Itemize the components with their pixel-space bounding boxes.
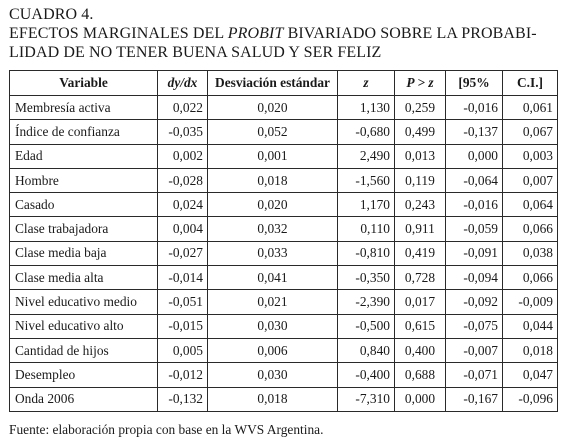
p-value-cell: 0,243 <box>395 193 446 217</box>
variable-cell: Desempleo <box>10 363 158 387</box>
p-value-cell: 0,419 <box>395 241 446 265</box>
std-dev-cell: 0,006 <box>208 338 338 362</box>
dydx-cell: 0,004 <box>158 217 208 241</box>
ci-high-cell: 0,038 <box>503 241 558 265</box>
variable-cell: Clase trabajadora <box>10 217 158 241</box>
ci-low-cell: -0,075 <box>446 314 503 338</box>
column-header-ci-high: C.I.] <box>503 71 558 96</box>
p-value-cell: 0,688 <box>395 363 446 387</box>
caption-title-italic: PROBIT <box>227 25 284 42</box>
table-row <box>10 241 558 265</box>
z-cell: -7,310 <box>338 387 395 411</box>
ci-high-cell: -0,009 <box>503 290 558 314</box>
z-cell: -0,400 <box>338 363 395 387</box>
p-value-cell: 0,119 <box>395 168 446 192</box>
ci-high-cell: 0,007 <box>503 168 558 192</box>
p-value-cell: 0,499 <box>395 120 446 144</box>
std-dev-cell: 0,020 <box>208 96 338 120</box>
ci-high-cell: 0,003 <box>503 144 558 168</box>
ci-high-cell: 0,066 <box>503 217 558 241</box>
ci-high-cell: 0,061 <box>503 96 558 120</box>
std-dev-cell: 0,021 <box>208 290 338 314</box>
column-header-std-dev: Desviación estándar <box>208 71 338 96</box>
dydx-cell: -0,027 <box>158 241 208 265</box>
column-header-variable: Variable <box>10 71 158 96</box>
table-row <box>10 363 558 387</box>
std-dev-cell: 0,001 <box>208 144 338 168</box>
ci-low-cell: -0,059 <box>446 217 503 241</box>
caption-title-part: EFECTOS MARGINALES DEL <box>9 25 228 42</box>
std-dev-cell: 0,018 <box>208 168 338 192</box>
table-row <box>10 266 558 290</box>
ci-low-cell: 0,000 <box>446 144 503 168</box>
z-cell: -1,560 <box>338 168 395 192</box>
std-dev-cell: 0,052 <box>208 120 338 144</box>
table-header-row <box>10 71 558 96</box>
ci-high-cell: -0,096 <box>503 387 558 411</box>
p-value-cell: 0,728 <box>395 266 446 290</box>
marginal-effects-table <box>9 70 558 412</box>
dydx-cell: -0,014 <box>158 266 208 290</box>
table-row <box>10 290 558 314</box>
p-value-cell: 0,259 <box>395 96 446 120</box>
table-row <box>10 96 558 120</box>
dydx-cell: -0,035 <box>158 120 208 144</box>
caption-title-line-1 <box>9 24 569 43</box>
table-row <box>10 217 558 241</box>
variable-cell: Membresía activa <box>10 96 158 120</box>
ci-high-cell: 0,064 <box>503 193 558 217</box>
variable-cell: Casado <box>10 193 158 217</box>
std-dev-cell: 0,030 <box>208 363 338 387</box>
z-cell: 1,170 <box>338 193 395 217</box>
std-dev-cell: 0,041 <box>208 266 338 290</box>
ci-low-cell: -0,092 <box>446 290 503 314</box>
table-row <box>10 387 558 411</box>
z-cell: -0,680 <box>338 120 395 144</box>
p-value-cell: 0,615 <box>395 314 446 338</box>
ci-low-cell: -0,167 <box>446 387 503 411</box>
table-row <box>10 314 558 338</box>
dydx-cell: -0,015 <box>158 314 208 338</box>
column-header-p-value: P > z <box>395 71 446 96</box>
ci-low-cell: -0,071 <box>446 363 503 387</box>
ci-low-cell: -0,064 <box>446 168 503 192</box>
z-cell: 1,130 <box>338 96 395 120</box>
variable-cell: Cantidad de hijos <box>10 338 158 362</box>
ci-high-cell: 0,018 <box>503 338 558 362</box>
dydx-cell: -0,012 <box>158 363 208 387</box>
variable-cell: Hombre <box>10 168 158 192</box>
std-dev-cell: 0,030 <box>208 314 338 338</box>
variable-cell: Clase media baja <box>10 241 158 265</box>
ci-high-cell: 0,044 <box>503 314 558 338</box>
table-row <box>10 193 558 217</box>
z-cell: 0,110 <box>338 217 395 241</box>
dydx-cell: -0,028 <box>158 168 208 192</box>
std-dev-cell: 0,018 <box>208 387 338 411</box>
std-dev-cell: 0,033 <box>208 241 338 265</box>
table-row <box>10 144 558 168</box>
p-value-cell: 0,013 <box>395 144 446 168</box>
dydx-cell: 0,024 <box>158 193 208 217</box>
z-cell: -0,500 <box>338 314 395 338</box>
variable-cell: Onda 2006 <box>10 387 158 411</box>
ci-low-cell: -0,007 <box>446 338 503 362</box>
p-value-cell: 0,911 <box>395 217 446 241</box>
ci-low-cell: -0,137 <box>446 120 503 144</box>
z-cell: 2,490 <box>338 144 395 168</box>
variable-cell: Edad <box>10 144 158 168</box>
table-row <box>10 168 558 192</box>
z-cell: -0,810 <box>338 241 395 265</box>
dydx-cell: 0,022 <box>158 96 208 120</box>
p-value-cell: 0,400 <box>395 338 446 362</box>
column-header-dydx: dy/dx <box>158 71 208 96</box>
column-header-ci-low: [95% <box>446 71 503 96</box>
std-dev-cell: 0,020 <box>208 193 338 217</box>
ci-low-cell: -0,094 <box>446 266 503 290</box>
p-value-cell: 0,017 <box>395 290 446 314</box>
ci-high-cell: 0,047 <box>503 363 558 387</box>
z-cell: -0,350 <box>338 266 395 290</box>
table-body <box>10 96 558 412</box>
ci-high-cell: 0,067 <box>503 120 558 144</box>
caption-number: CUADRO 4. <box>9 6 94 23</box>
table-row <box>10 338 558 362</box>
z-cell: 0,840 <box>338 338 395 362</box>
p-value-cell: 0,000 <box>395 387 446 411</box>
caption-title-part: BIVARIADO SOBRE LA PROBABI- <box>283 25 537 42</box>
variable-cell: Nivel educativo alto <box>10 314 158 338</box>
dydx-cell: 0,005 <box>158 338 208 362</box>
variable-cell: Clase media alta <box>10 266 158 290</box>
variable-cell: Índice de confianza <box>10 120 158 144</box>
dydx-cell: -0,132 <box>158 387 208 411</box>
variable-cell: Nivel educativo medio <box>10 290 158 314</box>
table-caption <box>9 5 569 62</box>
ci-low-cell: -0,016 <box>446 193 503 217</box>
ci-low-cell: -0,091 <box>446 241 503 265</box>
column-header-z: z <box>338 71 395 96</box>
caption-title-line-2: LIDAD DE NO TENER BUENA SALUD Y SER FELIZ <box>9 44 382 61</box>
std-dev-cell: 0,032 <box>208 217 338 241</box>
table-row <box>10 120 558 144</box>
z-cell: -2,390 <box>338 290 395 314</box>
source-note: Fuente: elaboración propia con base en la WVS Argentina. <box>9 422 324 437</box>
ci-low-cell: -0,016 <box>446 96 503 120</box>
dydx-cell: 0,002 <box>158 144 208 168</box>
ci-high-cell: 0,066 <box>503 266 558 290</box>
dydx-cell: -0,051 <box>158 290 208 314</box>
